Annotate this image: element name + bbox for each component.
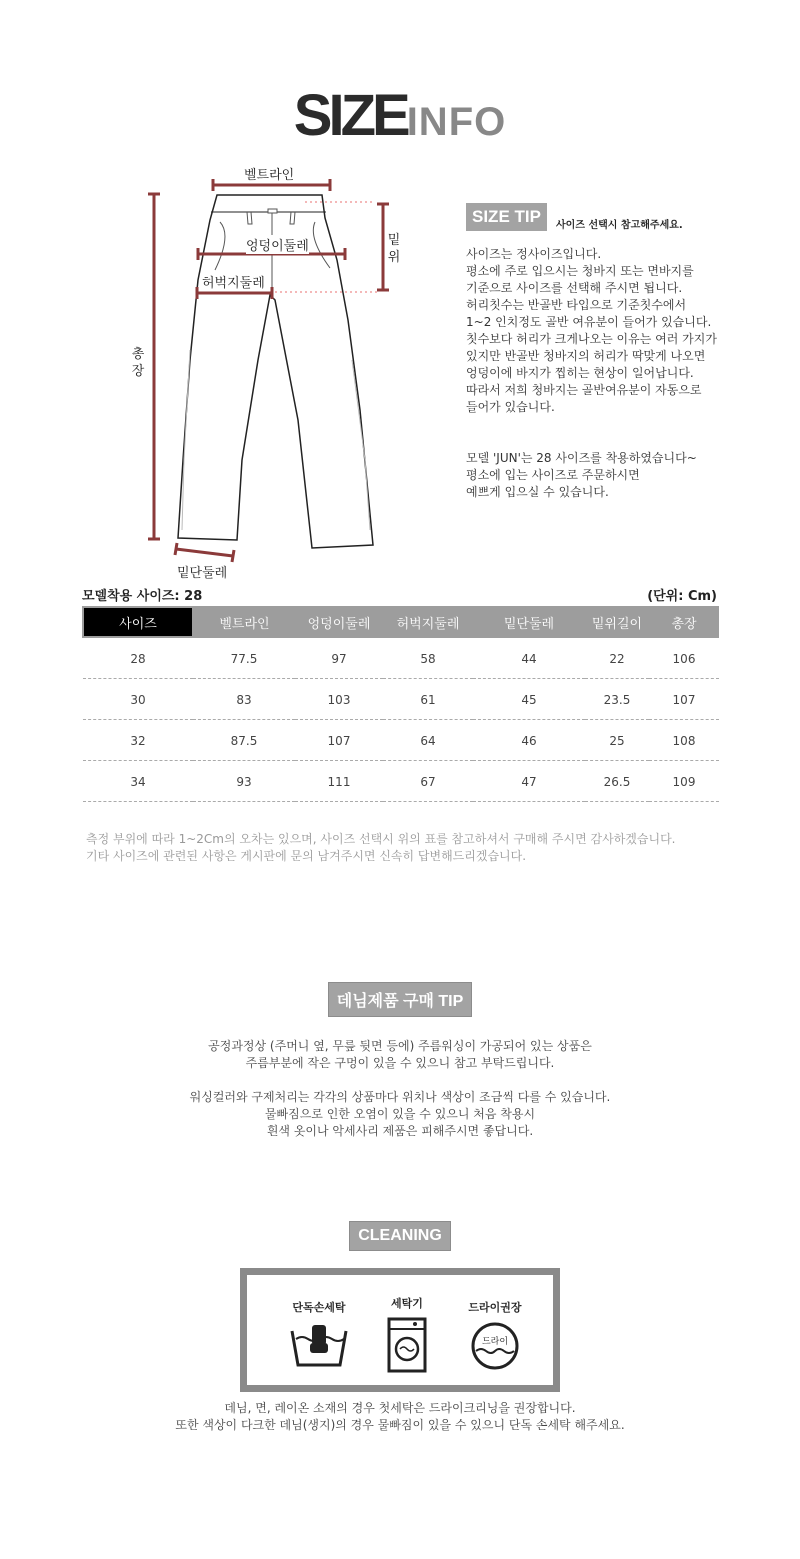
cell-hem: 47	[473, 760, 585, 801]
note-line: 측정 부위에 따라 1~2Cm의 오차는 있으며, 사이즈 선택시 위의 표를 참고하셔서 구매해 주시면 감사하겠습니다.	[86, 832, 676, 846]
label-belt-line: 벨트라인	[244, 164, 294, 183]
label-hip: 엉덩이둘레	[246, 235, 309, 254]
cell-rise: 26.5	[585, 760, 649, 801]
rise-char-1: 밑	[387, 233, 401, 248]
care-dry-clean	[445, 1299, 545, 1371]
page-title	[0, 82, 800, 149]
cell-length: 106	[649, 637, 719, 678]
size-table	[82, 606, 719, 802]
title-size: SIZE	[293, 83, 407, 148]
cell-length: 109	[649, 760, 719, 801]
cell-size: 32	[83, 719, 193, 760]
tip-line: 1~2 인치정도 골반 여유분이 들어가 있습니다.	[466, 315, 712, 329]
model-size-label: 모델착용 사이즈: 28	[82, 589, 203, 604]
tip-line: 따라서 저희 청바지는 골반여유분이 자동으로	[466, 383, 702, 397]
cleaning-text	[0, 1400, 800, 1434]
denim-line: 물빠짐으로 인한 오염이 있을 수 있으니 처음 착용시	[264, 1107, 536, 1121]
cleaning-line: 또한 색상이 다크한 데님(생지)의 경우 물빠짐이 있을 수 있으니 단독 손세탁 해주세요.	[175, 1418, 625, 1432]
length-char-2: 장	[131, 364, 145, 379]
cell-belt-line: 87.5	[193, 719, 295, 760]
denim-line: 흰색 옷이나 악세사리 제품은 피해주시면 좋답니다.	[266, 1124, 534, 1138]
model-line: 예쁘게 입으실 수 있습니다.	[466, 485, 609, 499]
cell-belt-line: 83	[193, 678, 295, 719]
pants-illustration	[120, 160, 420, 580]
cell-hip: 107	[295, 719, 383, 760]
size-tip-badge: SIZE TIP	[466, 203, 547, 231]
pants-diagram	[120, 160, 420, 580]
model-line: 모델 'JUN'는 28 사이즈를 착용하였습니다~	[466, 451, 697, 465]
cell-size: 28	[83, 637, 193, 678]
header-belt-line: 벨트라인	[193, 607, 295, 637]
tip-line: 기준으로 사이즈를 선택해 주시면 됩니다.	[466, 281, 683, 295]
cell-size: 34	[83, 760, 193, 801]
cell-hem: 46	[473, 719, 585, 760]
header-size: 사이즈	[83, 607, 193, 637]
size-tip-text	[466, 246, 766, 501]
cell-belt-line: 77.5	[193, 637, 295, 678]
cell-rise: 23.5	[585, 678, 649, 719]
denim-tip-badge: 데님제품 구매 TIP	[328, 982, 473, 1017]
table-row	[83, 760, 719, 801]
denim-line: 워싱컬러와 구제처리는 각각의 상품마다 위치나 색상이 조금씩 다를 수 있습니다.	[189, 1090, 611, 1104]
table-row	[83, 719, 719, 760]
spacer	[0, 1072, 800, 1089]
denim-line: 공정과정상 (주머니 옆, 무릎 뒷면 등에) 주름워싱이 가공되어 있는 상품은	[208, 1039, 592, 1053]
cell-length: 107	[649, 678, 719, 719]
cleaning-badge: CLEANING	[349, 1221, 451, 1251]
tip-line: 사이즈는 정사이즈입니다.	[466, 247, 602, 261]
tip-line: 허리칫수는 반골반 타입으로 기준칫수에서	[466, 298, 687, 312]
size-tip-subtitle: 사이즈 선택시 참고해주세요.	[556, 220, 683, 231]
label-thigh: 허벅지둘레	[202, 272, 265, 291]
cell-rise: 22	[585, 637, 649, 678]
header-rise: 밑위길이	[585, 607, 649, 637]
care-label: 단독손세탁	[292, 1301, 346, 1314]
care-label: 드라이권장	[468, 1301, 522, 1314]
dry-clean-icon-text: 드라이	[481, 1337, 509, 1347]
care-label: 세탁기	[391, 1297, 423, 1310]
cell-hip: 111	[295, 760, 383, 801]
cell-size: 30	[83, 678, 193, 719]
length-char-1: 총	[131, 347, 145, 362]
cell-hip: 97	[295, 637, 383, 678]
table-row	[83, 637, 719, 678]
cell-rise: 25	[585, 719, 649, 760]
denim-tip-text	[0, 1038, 800, 1140]
rise-char-2: 위	[387, 250, 401, 265]
label-total-length	[130, 346, 146, 380]
care-hand-wash	[269, 1299, 369, 1371]
cell-thigh: 61	[383, 678, 473, 719]
cell-thigh: 58	[383, 637, 473, 678]
label-rise	[386, 232, 402, 266]
tip-line: 평소에 주로 입으시는 청바지 또는 면바지를	[466, 264, 694, 278]
tip-line: 있지만 반골반 청바지의 허리가 딱맞게 나오면	[466, 349, 706, 363]
cell-hem: 45	[473, 678, 585, 719]
care-washing-machine	[357, 1295, 457, 1373]
table-row	[83, 678, 719, 719]
note-line: 기타 사이즈에 관련된 사항은 게시판에 문의 남겨주시면 신속히 답변해드리겠습니다.	[86, 849, 527, 863]
header-thigh: 허벅지둘레	[383, 607, 473, 637]
cleaning-icons-box	[240, 1268, 560, 1392]
cell-hem: 44	[473, 637, 585, 678]
unit-label: (단위: Cm)	[647, 589, 717, 604]
label-hem: 밑단둘레	[177, 562, 227, 581]
cleaning-line: 데님, 면, 레이온 소재의 경우 첫세탁은 드라이크리닝을 권장합니다.	[224, 1401, 576, 1415]
cleaning-section	[0, 1221, 800, 1251]
model-line: 평소에 입는 사이즈로 주문하시면	[466, 468, 640, 482]
tip-line: 엉덩이에 바지가 찝히는 현상이 일어납니다.	[466, 366, 694, 380]
denim-line: 주름부분에 작은 구멍이 있을 수 있으니 참고 부탁드립니다.	[245, 1056, 555, 1070]
header-hip: 엉덩이둘레	[295, 607, 383, 637]
cell-length: 108	[649, 719, 719, 760]
spacer	[466, 433, 766, 450]
cell-thigh: 67	[383, 760, 473, 801]
header-length: 총장	[649, 607, 719, 637]
title-info: INFO	[406, 100, 507, 144]
hand-wash-icon	[288, 1321, 350, 1371]
header-hem: 밑단둘레	[473, 607, 585, 637]
dry-clean-icon	[468, 1321, 522, 1371]
denim-tip-section	[0, 982, 800, 1017]
cell-belt-line: 93	[193, 760, 295, 801]
cell-hip: 103	[295, 678, 383, 719]
size-note	[86, 831, 675, 865]
tip-line: 칫수보다 허리가 크게나오는 이유는 여러 가지가	[466, 332, 717, 346]
tip-line: 들어가 있습니다.	[466, 400, 555, 414]
spacer	[466, 416, 766, 433]
washing-machine-icon	[387, 1317, 427, 1373]
table-header-row	[83, 607, 719, 637]
cell-thigh: 64	[383, 719, 473, 760]
